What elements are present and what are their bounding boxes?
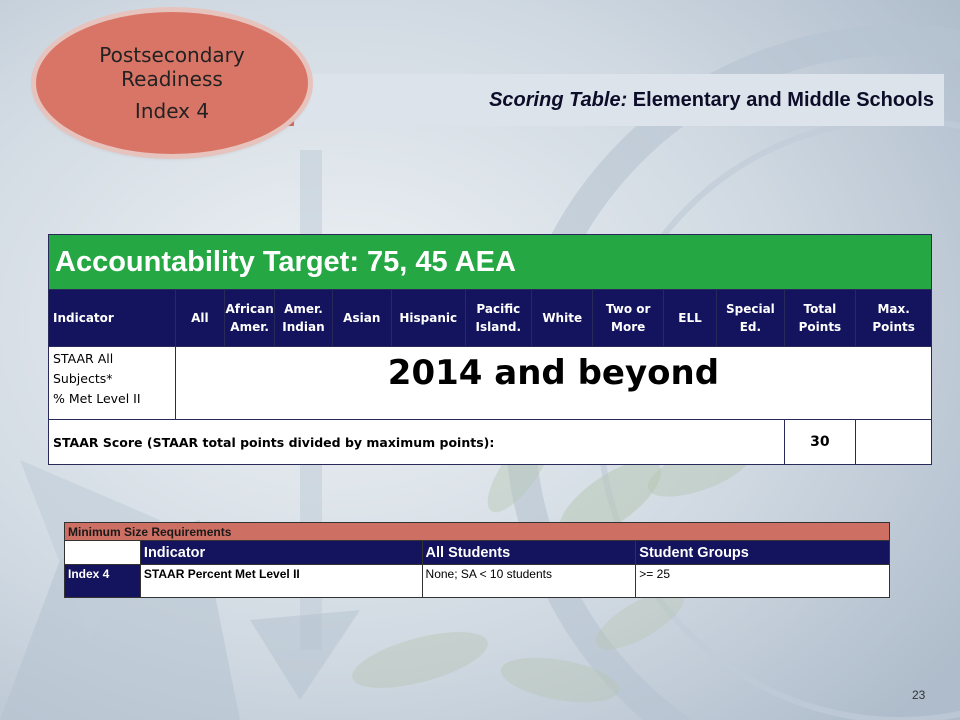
year-range-cell: 2014 and beyond: [175, 347, 931, 420]
col-total-points: Total Points: [784, 290, 856, 347]
col-all: All: [175, 290, 224, 347]
col-asian: Asian: [332, 290, 391, 347]
col-ell: ELL: [663, 290, 716, 347]
min-row-indicator: STAAR Percent Met Level II: [140, 565, 422, 598]
col-two-or-more: Two or More: [593, 290, 664, 347]
col-pacific-island: Pacific Island.: [465, 290, 531, 347]
table-row: [65, 565, 890, 598]
col-african-amer: African Amer.: [224, 290, 274, 347]
min-table-header-row: [65, 541, 890, 565]
min-col-indicator: Indicator: [140, 541, 422, 565]
table-row: [49, 347, 932, 420]
page-number: 23: [912, 688, 926, 702]
empty-cell: [856, 420, 932, 465]
slide-title: Scoring Table: Elementary and Middle Schools: [489, 88, 934, 111]
minimum-size-table: [64, 522, 890, 598]
row-label-staar-all: STAAR All Subjects* % Met Level II: [49, 347, 176, 420]
col-indicator: Indicator: [49, 290, 176, 347]
index-badge: [36, 12, 308, 154]
accountability-target: Accountability Target: 75, 45 AEA: [49, 235, 932, 290]
table-row: [49, 420, 932, 465]
min-row-index: Index 4: [65, 565, 141, 598]
min-table-title: Minimum Size Requirements: [65, 523, 890, 541]
min-row-all-students: None; SA < 10 students: [422, 565, 636, 598]
min-col-all-students: All Students: [422, 541, 636, 565]
score-label: STAAR Score (STAAR total points divided by maximum points):: [49, 420, 785, 465]
col-hispanic: Hispanic: [391, 290, 465, 347]
badge-line-1: Postsecondary: [99, 43, 245, 67]
scoring-table: [48, 234, 932, 465]
max-points-value: 30: [784, 420, 856, 465]
min-col-student-groups: Student Groups: [636, 541, 890, 565]
column-header-row: [49, 290, 932, 347]
header-bar: [288, 74, 944, 126]
col-amer-indian: Amer. Indian: [275, 290, 332, 347]
min-row-student-groups: >= 25: [636, 565, 890, 598]
col-white: White: [532, 290, 593, 347]
min-col-blank: [65, 541, 141, 565]
col-special-ed: Special Ed.: [717, 290, 785, 347]
badge-line-2: Readiness: [121, 67, 223, 91]
col-max-points: Max. Points: [856, 290, 932, 347]
badge-line-3: Index 4: [134, 99, 210, 123]
